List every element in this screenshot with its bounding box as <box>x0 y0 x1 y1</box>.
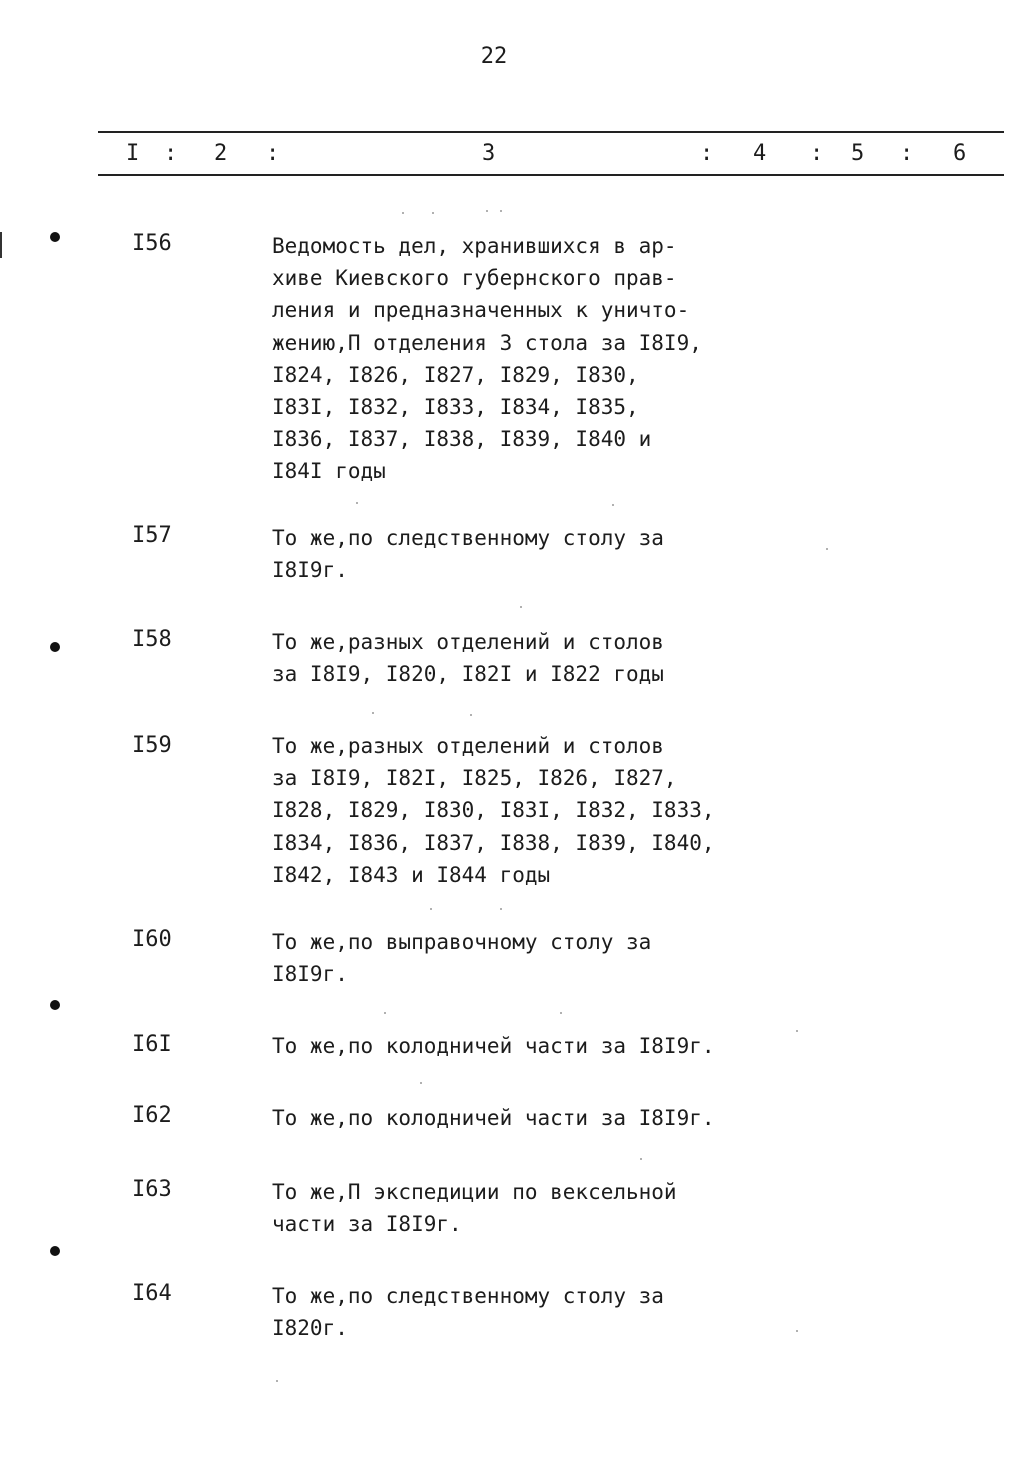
scan-speck <box>612 504 614 506</box>
entry-number: I60 <box>132 927 172 952</box>
entry-description: Ведомость дел, хранившихся в ар- хиве Киевского губернского прав- ления и предназначенных к уничто- жению,П отделения 3 стола за I8I9, I824, I826, I827, I829, I830, I83I, I832, I833, I834, I835, I836, I837, I838, I839, I840 и I84I годы <box>272 234 702 484</box>
entry-number: I56 <box>132 231 172 256</box>
scan-speck <box>420 1082 422 1084</box>
column-separator: : <box>810 141 824 166</box>
scan-speck <box>500 210 502 212</box>
entry-number: I59 <box>132 733 172 758</box>
scan-speck <box>384 1012 386 1014</box>
entry-number: I62 <box>132 1103 172 1128</box>
entry-number: I63 <box>132 1177 172 1202</box>
entry-description: То же,по выправочному столу за I8I9г. <box>272 930 652 987</box>
scan-speck <box>432 212 434 214</box>
column-header-1: I <box>126 141 140 166</box>
scan-speck <box>372 712 374 714</box>
entry-description: То же,разных отделений и столов за I8I9, I82I, I825, I826, I827, I828, I829, I830, I83I, I832, I833, I834, I836, I837, I838, I839, I840, I842, I843 и I844 годы <box>272 734 715 887</box>
entry-description: То же,по следственному столу за I820г. <box>272 1284 664 1341</box>
column-separator: : <box>700 141 714 166</box>
entry-description: То же,по следственному столу за I8I9г. <box>272 526 664 583</box>
entry-description: То же,П экспедиции по вексельной части за I8I9г. <box>272 1180 677 1237</box>
punch-hole-mark <box>50 642 60 652</box>
page-number: 22 <box>480 44 508 69</box>
header-bottom-rule <box>98 174 1004 176</box>
scan-speck <box>826 548 828 550</box>
entry-description: То же,по колодничей части за I8I9г. <box>272 1034 715 1058</box>
scan-speck <box>520 606 522 608</box>
entry-number: I64 <box>132 1281 172 1306</box>
column-separator: : <box>164 141 178 166</box>
scan-speck <box>486 210 488 212</box>
scan-speck <box>402 212 404 214</box>
scan-speck <box>500 908 502 910</box>
punch-hole-mark <box>50 1246 60 1256</box>
header-top-rule <box>98 131 1004 133</box>
entry-description: То же,по колодничей части за I8I9г. <box>272 1106 715 1130</box>
scan-speck <box>796 1330 798 1332</box>
column-header-6: 6 <box>953 141 967 166</box>
column-header-2: 2 <box>214 141 228 166</box>
scan-speck <box>276 1380 278 1382</box>
entry-number: I6I <box>132 1032 172 1057</box>
scan-speck <box>560 1012 562 1014</box>
scan-speck <box>430 908 432 910</box>
punch-hole-mark <box>50 1000 60 1010</box>
column-separator: : <box>266 141 280 166</box>
scan-speck <box>796 1030 798 1032</box>
column-header-4: 4 <box>753 141 767 166</box>
scan-speck <box>356 502 358 504</box>
scan-speck <box>640 1158 642 1160</box>
scan-edge-mark <box>0 232 2 258</box>
punch-hole-mark <box>50 232 60 242</box>
entry-number: I58 <box>132 627 172 652</box>
column-header-5: 5 <box>851 141 865 166</box>
column-header-3: 3 <box>482 141 496 166</box>
entry-number: I57 <box>132 523 172 548</box>
scan-speck <box>470 714 472 716</box>
column-separator: : <box>900 141 914 166</box>
entry-description: То же,разных отделений и столов за I8I9, I820, I82I и I822 годы <box>272 630 664 687</box>
